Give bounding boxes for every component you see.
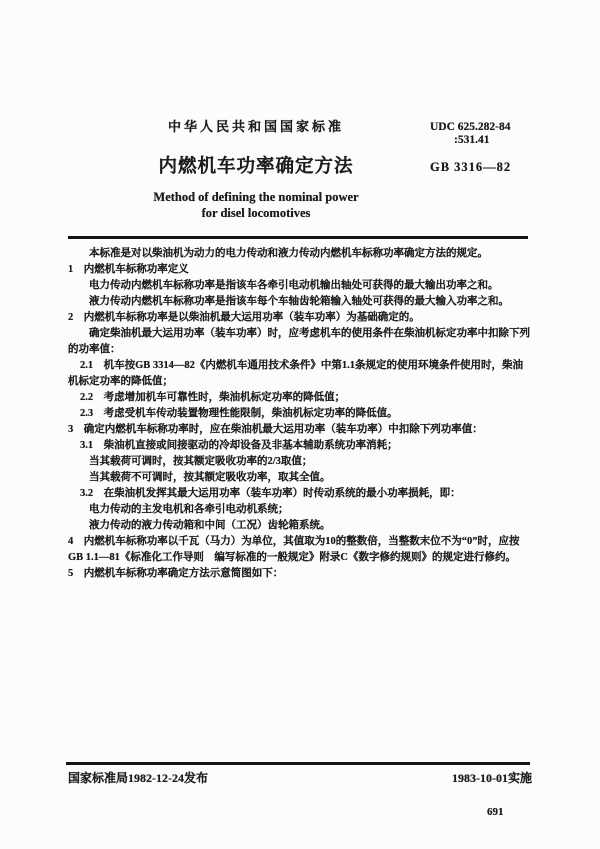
body-line: 3 确定内燃机车标称功率时，应在柴油机最大运用功率（装车功率）中扣除下列功率值： <box>68 424 483 435</box>
footer-divider-rule <box>66 762 530 765</box>
body-line: 的功率值： <box>68 344 121 355</box>
body-line: 5 内燃机车标称功率确定方法示意简图如下： <box>68 568 284 579</box>
header-codes <box>430 121 511 175</box>
footer-implemented-date: 1983-10-01实施 <box>452 771 532 785</box>
udc-code-line1: UDC 625.282-84 <box>430 121 511 133</box>
body-line: 3.2 在柴油机发挥其最大运用功率（装车功率）时传动系统的最小功率损耗，即： <box>80 488 461 499</box>
body-line: 2.2 考虑增加机车可靠性时，柴油机标定功率的降低值； <box>80 392 346 403</box>
body-line: 电力传动的主发电机和各牵引电动机系统； <box>89 504 289 515</box>
body-line: 当其载荷不可调时，按其额定吸收功率，取其全值。 <box>89 472 331 483</box>
body-line: 确定柴油机最大运用功率（装车功率）时，应考虑机车的使用条件在柴油机标定功率中扣除下列 <box>89 328 530 339</box>
body-line: GB 1.1—81《标准化工作导则 编写标准的一般规定》附录C《数字修约规则》的规定进行修约。 <box>68 552 517 563</box>
national-standard-heading: 中华人民共和国国家标准 <box>167 119 344 134</box>
body-line: 2.1 机车按GB 3314—82《内燃机车通用技术条件》中第1.1条规定的使用环境条件使用时，柴油 <box>80 360 524 371</box>
footer <box>68 769 532 786</box>
document-title-en <box>96 189 416 221</box>
body-line: 4 内燃机车标称功率以千瓦（马力）为单位，其值取为10的整数倍，当整数末位不为“0”时，应按 <box>68 536 520 547</box>
body-line: 3.1 柴油机直接或间接驱动的冷却设备及非基本辅助系统功率消耗； <box>80 440 398 451</box>
body-line: 当其载荷可调时，按其额定吸收功率的2/3取值； <box>89 456 313 467</box>
body-line: 液力传动内燃机车标称功率是指该车每个车轴齿轮箱输入轴处可获得的最大输入功率之和。 <box>89 296 509 307</box>
body-line: 1 内燃机车标称功率定义 <box>68 264 189 275</box>
header <box>96 116 416 221</box>
body-line: 机标定功率的降低值； <box>68 376 173 387</box>
document-title-en-line1: Method of defining the nominal power <box>153 190 359 204</box>
page-number: 691 <box>487 806 504 818</box>
header-divider-rule <box>68 236 528 239</box>
footer-issued-date: 国家标准局1982-12-24发布 <box>68 771 208 785</box>
document-title-en-line2: for disel locomotives <box>201 206 311 220</box>
body-line: 电力传动内燃机车标称功率是指该车各牵引电动机输出轴处可获得的最大输出功率之和。 <box>89 280 499 291</box>
body-line: 液力传动的液力传动箱和中间（工况）齿轮箱系统。 <box>89 520 331 531</box>
standard-number: GB 3316—82 <box>430 160 512 174</box>
body-text <box>68 246 530 582</box>
body-line: 2 内燃机车标称功率是以柴油机最大运用功率（装车功率）为基础确定的。 <box>68 312 420 323</box>
body-line: 2.3 考虑受机车传动装置物理性能限制，柴油机标定功率的降低值。 <box>80 408 398 419</box>
document-title-cn: 内燃机车功率确定方法 <box>158 157 354 177</box>
body-line: 本标准是对以柴油机为动力的电力传动和液力传动内燃机车标称功率确定方法的规定。 <box>89 248 488 259</box>
udc-code-line2: :531.41 <box>454 134 490 146</box>
